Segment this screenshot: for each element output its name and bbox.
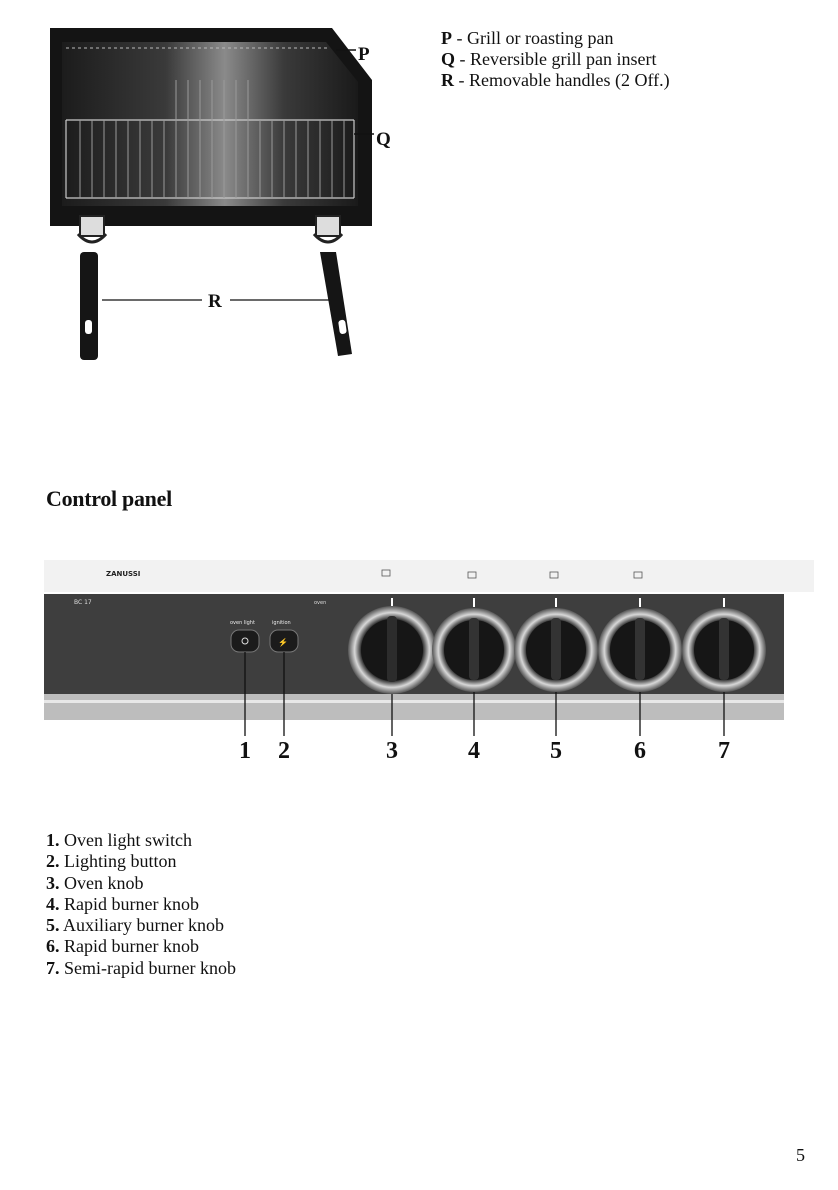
list-item: 2. Lighting button — [46, 851, 177, 872]
parts-legend — [441, 28, 670, 91]
control-panel-illustration — [44, 560, 814, 760]
model-label: BC 17 — [74, 599, 92, 606]
callout-3: 3 — [386, 738, 398, 760]
list-item: 6. Rapid burner knob — [46, 936, 199, 957]
list-item: 1. Oven light switch — [46, 830, 192, 850]
section-heading: Control panel — [46, 486, 172, 511]
callout-7: 7 — [718, 738, 730, 760]
controls-list — [46, 830, 236, 979]
callout-2: 2 — [278, 738, 290, 760]
grill-pan-illustration — [40, 20, 410, 370]
legend-item-q: Q - Reversible grill pan insert — [441, 49, 657, 69]
list-item: 7. Semi-rapid burner knob — [46, 957, 236, 978]
callout-4: 4 — [468, 738, 480, 760]
page-number: 5 — [796, 1145, 805, 1165]
label-r: R — [208, 291, 222, 312]
legend-item-p: P - Grill or roasting pan — [441, 28, 614, 48]
spark-icon: ⚡ — [278, 638, 288, 647]
left-handle — [78, 216, 106, 360]
callout-5: 5 — [550, 738, 562, 760]
list-item: 5. Auxiliary burner knob — [46, 915, 224, 936]
oven-light-switch — [231, 630, 259, 652]
right-handle — [314, 216, 352, 356]
grill-pan-inner — [62, 42, 358, 206]
oven-light-label: oven light — [230, 620, 255, 626]
legend-item-r: R - Removable handles (2 Off.) — [441, 70, 670, 90]
list-item: 3. Oven knob — [46, 872, 144, 893]
list-item: 4. Rapid burner knob — [46, 893, 199, 914]
oven-knob-label: oven — [314, 600, 327, 606]
label-q: Q — [376, 129, 391, 150]
ignition-label: ignition — [272, 620, 291, 626]
label-p: P — [358, 44, 370, 65]
callout-1: 1 — [239, 738, 251, 760]
brand-logo: ZANUSSI — [106, 570, 141, 578]
callout-6: 6 — [634, 738, 646, 760]
